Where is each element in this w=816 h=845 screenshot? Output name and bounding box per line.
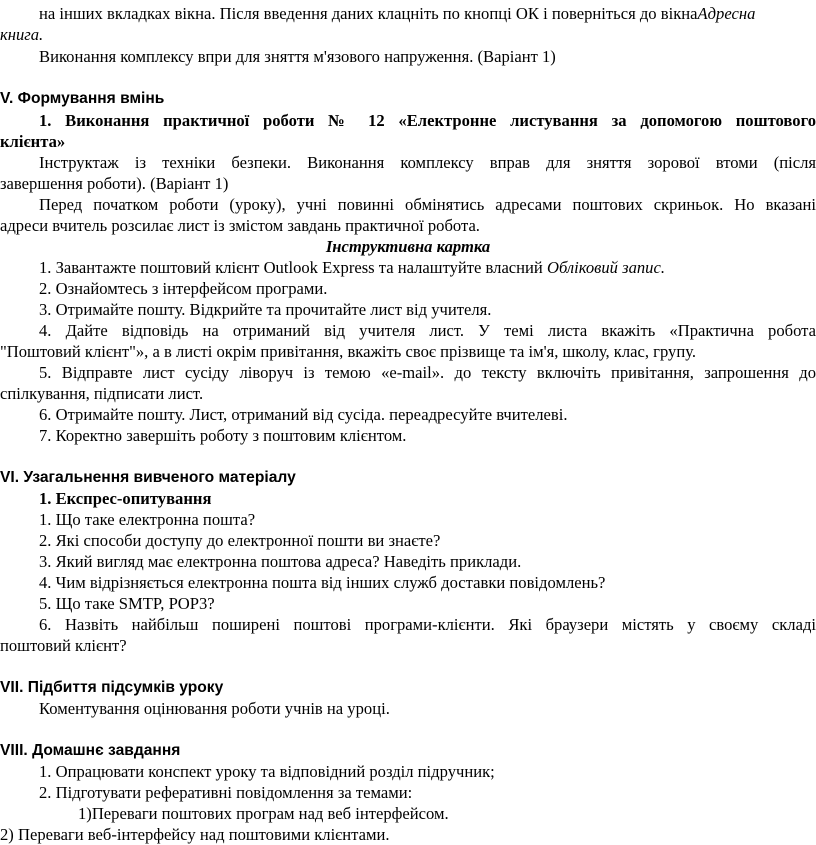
intro-text: на інших вкладках вікна. Після введення даних клацніть по кнопці ОК і поверніться до вікна [39, 4, 698, 23]
card-title: Інструктивна картка [325, 237, 491, 256]
step-4-line-2: "Поштовий клієнт"», а в листі окрім привітання, вкажіть своє прізвище та ім'я, школу, клас, групу. [0, 342, 696, 361]
question-4: 4. Чим відрізняється електронна пошта від інших служб доставки повідомлень? [39, 573, 606, 592]
question-5: 5. Що таке SMTP, POP3? [39, 594, 215, 613]
question-1: 1. Що таке електронна пошта? [39, 510, 256, 529]
before-line-2: адреси вчитель розсилає лист із змістом завдань практичної робота. [0, 216, 480, 235]
homework-1: 1. Опрацювати конспект уроку та відповідний розділ підручник; [39, 762, 495, 781]
step-7: 7. Коректно завершіть роботу з поштовим клієнтом. [39, 426, 407, 445]
intro-line-2: книга. [0, 25, 44, 44]
question-3: 3. Який вигляд має електронна поштова адреса? Наведіть приклади. [39, 552, 522, 571]
homework-2-topic-1: 1)Переваги поштових програм над веб інтерфейсом. [78, 804, 449, 823]
question-6-line-2: поштовий клієнт? [0, 636, 127, 655]
intro-italic: Адресна [697, 4, 756, 23]
section5-heading: V. Формування вмінь [0, 90, 165, 107]
section7-text: Коментування оцінювання роботи учнів на уроці. [39, 699, 390, 718]
homework-2-topic-2: 2) Переваги веб-інтерфейсу над поштовими клієнтами. [0, 825, 390, 844]
safety-line-1: Інструктаж із техніки безпеки. Виконання комплексу вправ для зняття зорової втоми (після [39, 153, 816, 172]
section7-heading: VII. Підбиття підсумків уроку [0, 679, 224, 696]
step-1-text: 1. Завантажте поштовий клієнт Outlook Express та налаштуйте власний [39, 258, 547, 277]
safety-line-2: завершення роботи). (Варіант 1) [0, 174, 229, 193]
step-2: 2. Ознайомтесь з інтерфейсом програми. [39, 279, 328, 298]
step-4-line-1: 4. Дайте відповідь на отриманий від учителя лист. У темі листа вкажіть «Практична робота [39, 321, 816, 340]
question-6-line-1: 6. Назвіть найбільш поширені поштові програми-клієнти. Які браузери містять у своєму складі [39, 615, 816, 634]
intro-exercise: Виконання комплексу впри для зняття м'язового напруження. (Варіант 1) [39, 47, 556, 66]
homework-2: 2. Підготувати реферативні повідомлення за темами: [39, 783, 413, 802]
step-3: 3. Отримайте пошту. Відкрийте та прочитайте лист від учителя. [39, 300, 492, 319]
intro-line-1 [0, 3, 816, 24]
task-title-line-2: клієнта» [0, 132, 66, 151]
section8-heading: VIII. Домашнє завдання [0, 742, 181, 759]
step-1-italic: Обліковий запис. [546, 258, 665, 277]
step-5-line-2: спілкування, підписати лист. [0, 384, 204, 403]
section6-heading: VI. Узагальнення вивченого матеріалу [0, 469, 296, 486]
question-2: 2. Які способи доступу до електронної пошти ви знаєте? [39, 531, 441, 550]
step-1 [0, 257, 816, 278]
task-title-line-1: 1. Виконання практичної роботи № 12 «Електронне листування за допомогою поштового [39, 111, 816, 130]
step-6: 6. Отримайте пошту. Лист, отриманий від сусіда. переадресуйте вчителеві. [39, 405, 568, 424]
section6-subheading: 1. Експрес-опитування [39, 489, 212, 508]
step-5-line-1: 5. Відправте лист сусіду ліворуч із темою «e-mail». до тексту включіть привітання, запрошення до [39, 363, 816, 382]
before-line-1: Перед початком роботи (уроку), учні повинні обмінятись адресами поштових скриньок. Но вказані [39, 195, 816, 214]
